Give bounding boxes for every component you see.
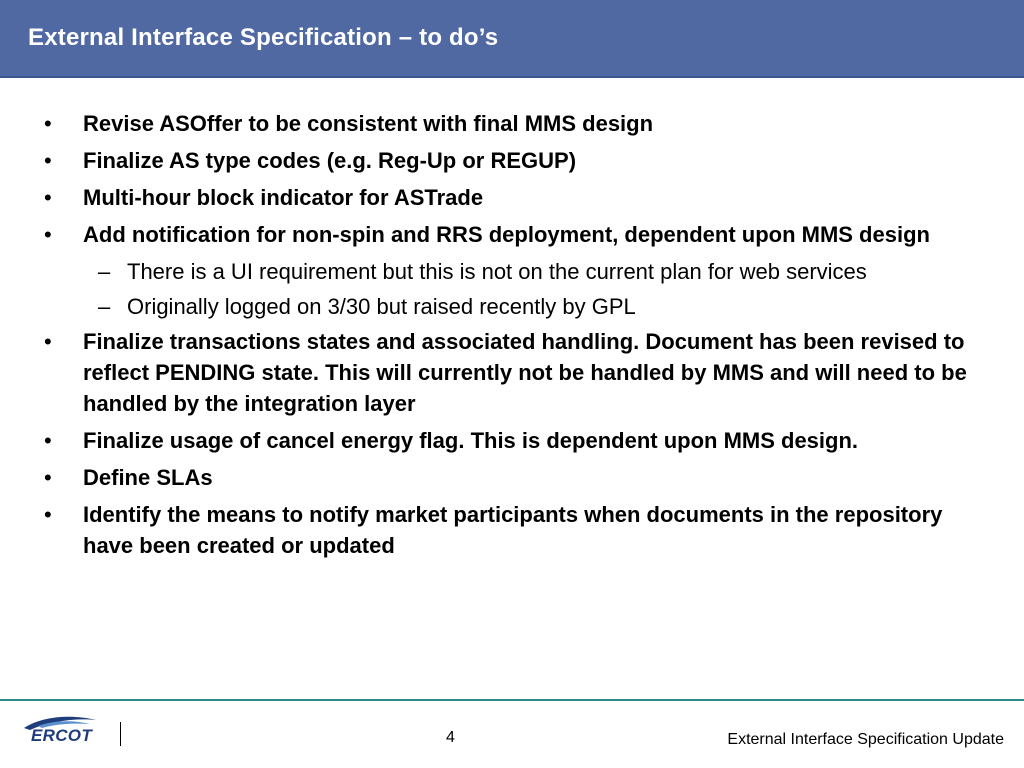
bullet-text: Finalize transactions states and associated handling. Document has been revised to reflect PENDING state. This will currently not be handled by MMS and will need to be handled by the integration layer [83, 329, 967, 416]
bullet-text: Define SLAs [83, 465, 213, 490]
bullet-mark: • [44, 185, 52, 210]
sub-bullet-text: Originally logged on 3/30 but raised recently by GPL [127, 294, 636, 319]
bullet-mark: • [44, 502, 52, 527]
bullet-item [40, 462, 980, 493]
slide-title: External Interface Specification – to do’s [28, 24, 499, 51]
footer-rule [0, 699, 1024, 701]
ercot-logo [20, 712, 102, 752]
bullet-item [40, 108, 980, 139]
bullet-item [40, 425, 980, 456]
sub-bullet-text: There is a UI requirement but this is not on the current plan for web services [127, 259, 867, 284]
bullet-mark: • [44, 329, 52, 354]
sub-bullet-item [40, 291, 947, 322]
bullet-mark: • [44, 148, 52, 173]
bullet-text: Add notification for non-spin and RRS deployment, dependent upon MMS design [83, 222, 930, 247]
bullet-text: Identify the means to notify market participants when documents in the repository have been created or updated [83, 502, 943, 558]
bullet-text: Finalize AS type codes (e.g. Reg-Up or REGUP) [83, 148, 577, 173]
logo-text: ERCOT [31, 726, 92, 745]
bullet-text: Revise ASOffer to be consistent with final MMS design [83, 111, 654, 136]
bullet-list [40, 108, 980, 567]
bullet-mark: • [44, 222, 52, 247]
bullet-mark: • [44, 111, 52, 136]
bullet-mark: • [44, 428, 52, 453]
title-bar [0, 0, 1024, 78]
bullet-item [40, 182, 980, 213]
bullet-item [40, 219, 980, 250]
bullet-mark: • [44, 465, 52, 490]
page-number: 4 [446, 729, 455, 746]
bullet-text: Finalize usage of cancel energy flag. This is dependent upon MMS design. [83, 428, 859, 453]
logo-divider [120, 722, 121, 746]
bullet-text: Multi-hour block indicator for ASTrade [83, 185, 484, 210]
bullet-item [40, 145, 980, 176]
sub-bullet-item [40, 256, 947, 287]
sub-bullet-mark: – [98, 294, 111, 319]
bullet-item [40, 326, 980, 419]
sub-bullet-mark: – [98, 259, 111, 284]
footer-title: External Interface Specification Update [727, 731, 1004, 748]
bullet-item [40, 499, 980, 561]
